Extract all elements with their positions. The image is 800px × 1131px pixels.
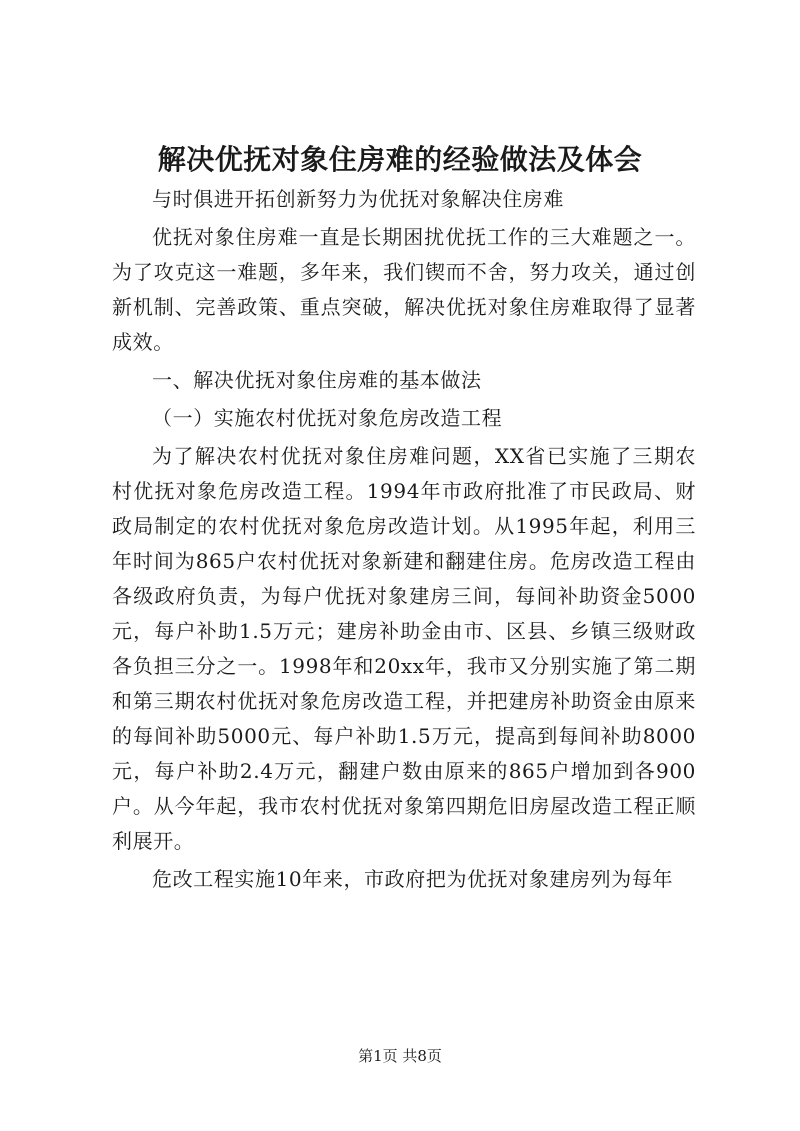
body-paragraph: 危改工程实施10年来，市政府把为优抚对象建房列为每年: [152, 867, 674, 891]
document-body: [112, 182, 696, 897]
subsection-heading: （一）实施农村优抚对象危房改造工程: [152, 406, 503, 430]
intro-paragraph: 优抚对象住房难一直是长期困扰优抚工作的三大难题之一。为了攻克这一难题，多年来，我们锲而不舍，努力攻关，通过创新机制、完善政策、重点突破，解决优抚对象住房难取得了显著成效。: [112, 225, 696, 354]
subtitle-paragraph: 与时俱进开拓创新努力为优抚对象解决住房难: [152, 187, 564, 211]
page-footer: 第1页 共8页: [358, 1047, 442, 1065]
body-paragraph: 为了解决农村优抚对象住房难问题，XX省已实施了三期农村优抚对象危房改造工程。1994年市政府批准了市民政局、财政局制定的农村优抚对象危房改造计划。从1995年起，利用三年时间为865户农村优抚对象新建和翻建住房。危房改造工程由各级政府负责，为每户优抚对象建房三间，每间补助资金5000元，每户补助1.5万元；建房补助金由市、区县、乡镇三级财政各负担三分之一。1998年和20xx年，我市又分别实施了第二期和第三期农村优抚对象危房改造工程，并把建房补助资金由原来的每间补助5000元、每户补助1.5万元，提高到每间补助8000元，每户补助2.4万元，翻建户数由原来的865户增加到各900户。从今年起，我市农村优抚对象第四期危旧房屋改造工程正顺利展开。: [112, 444, 696, 853]
section-heading: 一、解决优抚对象住房难的基本做法: [152, 368, 482, 392]
document-title: 解决优抚对象住房难的经验做法及体会: [157, 143, 643, 176]
